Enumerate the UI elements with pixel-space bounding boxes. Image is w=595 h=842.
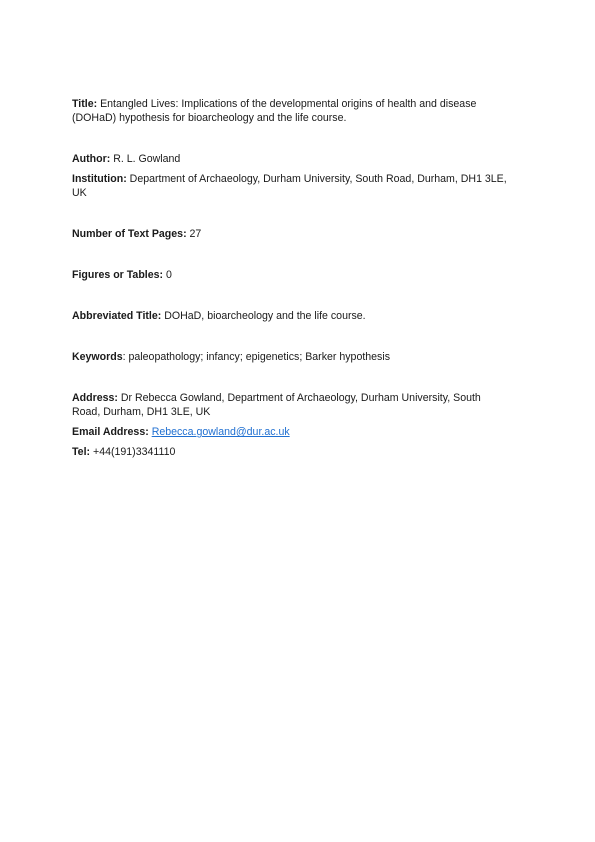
keywords-value: : paleopathology; infancy; epigenetics; Barker hypothesis: [122, 351, 391, 363]
abbreviated-title-label: Abbreviated Title:: [72, 310, 162, 322]
email-label: Email Address:: [72, 426, 149, 438]
text-pages-value: 27: [186, 228, 202, 240]
figures-value: 0: [163, 269, 172, 281]
tel-value: +44(191)3341110: [90, 446, 176, 458]
institution-field: [72, 172, 512, 200]
abbreviated-title-field: [72, 309, 512, 323]
address-label: Address:: [72, 392, 118, 404]
author-field: [72, 152, 512, 166]
title-value: Entangled Lives: Implications of the developmental origins of health and disease (DOHaD) hypothesis for bioarcheology and the life course.: [72, 98, 477, 124]
keywords-label: Keywords: [72, 351, 123, 363]
title-label: Title:: [72, 98, 98, 110]
tel-field: [72, 445, 512, 459]
figures-label: Figures or Tables:: [72, 269, 164, 281]
keywords-field: [72, 350, 512, 364]
author-value: R. L. Gowland: [110, 153, 181, 165]
address-value: Dr Rebecca Gowland, Department of Archaeology, Durham University, South Road, Durham, DH1 3LE, UK: [72, 392, 481, 418]
email-link[interactable]: Rebecca.gowland@dur.ac.uk: [151, 426, 290, 438]
text-pages-field: [72, 227, 512, 241]
figures-field: [72, 268, 512, 282]
title-page: [72, 97, 512, 459]
author-label: Author:: [72, 153, 111, 165]
address-field: [72, 391, 512, 419]
tel-label: Tel:: [72, 446, 91, 458]
email-field: [72, 425, 512, 439]
institution-label: Institution:: [72, 173, 127, 185]
text-pages-label: Number of Text Pages:: [72, 228, 187, 240]
title-field: [72, 97, 512, 125]
abbreviated-title-value: DOHaD, bioarcheology and the life course.: [161, 310, 366, 322]
institution-value: Department of Archaeology, Durham University, South Road, Durham, DH1 3LE, UK: [72, 173, 507, 199]
